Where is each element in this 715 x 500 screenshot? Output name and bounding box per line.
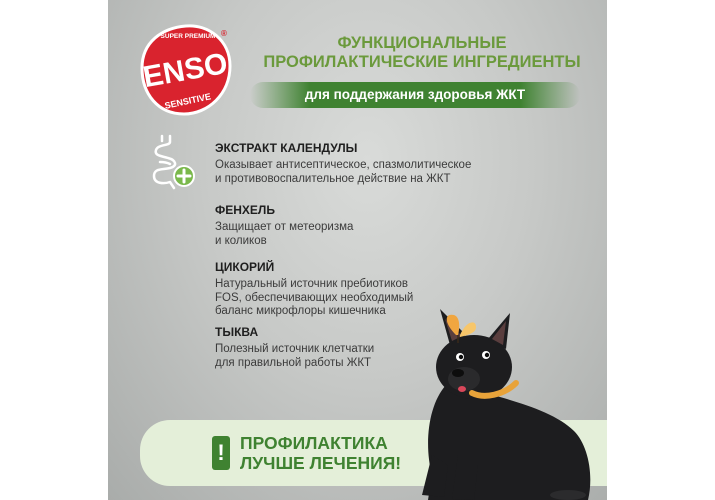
subtitle-bar: для поддержания здоровья ЖКТ xyxy=(250,82,580,108)
french-bulldog-illustration xyxy=(388,305,608,500)
registered-mark: ® xyxy=(221,29,227,38)
slogan-line-2: ЛУЧШЕ ЛЕЧЕНИЯ! xyxy=(240,453,402,473)
ingredient-desc-line: Оказывает антисептическое, спазмолитическое xyxy=(215,159,472,171)
ingredient-desc-line: Натуральный источник пребиотиков xyxy=(215,278,409,290)
ingredient-desc-line: и коликов xyxy=(215,234,267,247)
logo-name: ENSO xyxy=(140,46,231,95)
intestine-with-plus-icon xyxy=(140,132,202,194)
logo-tagline: SUPER PREMIUM xyxy=(160,33,216,40)
slogan-line-1: ПРОФИЛАКТИКА xyxy=(240,433,388,453)
ingredient-desc-line: для правильной работы ЖКТ xyxy=(215,356,372,369)
headline xyxy=(252,34,592,72)
ingredient-desc-line: Полезный источник клетчатки xyxy=(215,343,375,355)
ingredient-desc-line: и противовоспалительное действие на ЖКТ xyxy=(215,172,451,185)
headline-line-2: ПРОФИЛАКТИЧЕСКИЕ ИНГРЕДИЕНТЫ xyxy=(263,53,581,71)
ingredient-title: ЦИКОРИЙ xyxy=(215,260,275,274)
headline-line-1: ФУНКЦИОНАЛЬНЫЕ xyxy=(337,34,507,52)
logo-line: SENSITIVE xyxy=(163,91,212,111)
ingredient-title: ФЕНХЕЛЬ xyxy=(215,203,275,217)
ingredient-fennel xyxy=(215,203,515,248)
slogan xyxy=(240,433,401,473)
ingredient-title: ЭКСТРАКТ КАЛЕНДУЛЫ xyxy=(215,141,358,155)
ingredient-calendula xyxy=(215,141,515,186)
enso-logo xyxy=(138,22,234,118)
ingredient-desc-line: FOS, обеспечивающих необходимый xyxy=(215,291,414,304)
ingredient-title: ТЫКВА xyxy=(215,325,259,339)
ingredient-desc-line: Защищает от метеоризма xyxy=(215,221,354,233)
exclamation-badge: ! xyxy=(212,436,230,470)
ingredient-desc-line: баланс микрофлоры кишечника xyxy=(215,305,386,317)
